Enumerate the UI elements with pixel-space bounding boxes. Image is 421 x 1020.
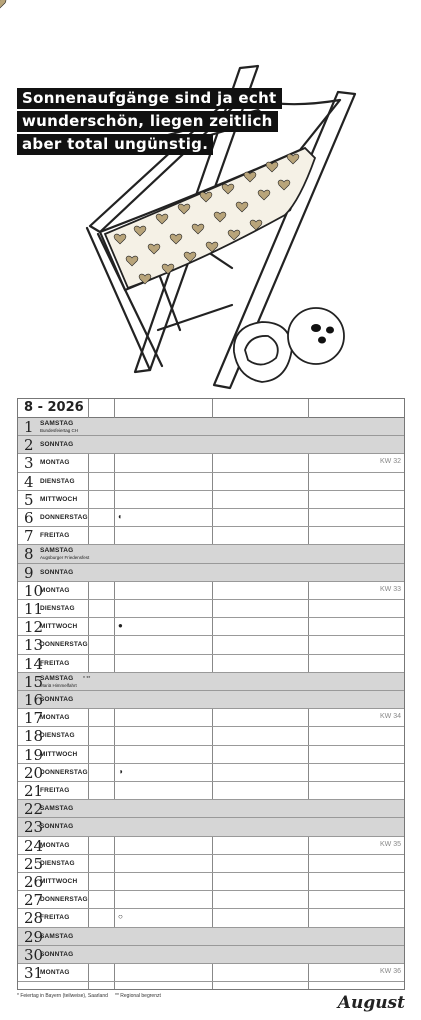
day-row[interactable]: [18, 527, 404, 545]
day-number: 29: [24, 927, 44, 946]
day-number: 27: [24, 891, 44, 910]
day-number: 26: [24, 873, 44, 891]
day-row[interactable]: [18, 436, 404, 454]
footnote-right: ** Regional begrenzt: [115, 993, 161, 999]
day-row[interactable]: [18, 946, 404, 964]
day-number: 13: [24, 636, 44, 655]
day-number: 10: [24, 581, 44, 600]
day-row[interactable]: [18, 491, 404, 509]
day-number: 20: [24, 763, 44, 782]
weekday-label: MONTAG: [40, 586, 70, 594]
day-number: 8: [24, 545, 34, 564]
month-name: August: [337, 993, 405, 1013]
calendar-week-label: KW 32: [379, 458, 401, 466]
day-row[interactable]: [18, 673, 404, 691]
weekday-label: FREITAG: [40, 532, 70, 540]
calendar-week-label: KW 35: [379, 840, 401, 848]
weekday-label: DONNERSTAG: [40, 768, 88, 776]
day-row[interactable]: [18, 964, 404, 982]
calendar-week-label: KW 34: [379, 713, 401, 721]
weekday-label: MITTWOCH: [40, 495, 78, 503]
day-number: 25: [24, 854, 44, 873]
quote-line: wunderschön, liegen zeitlich: [17, 111, 278, 132]
weekday-label: SONNTAG: [40, 568, 74, 576]
day-row[interactable]: [18, 636, 404, 654]
weekday-label: DIENSTAG: [40, 477, 75, 485]
weekday-label: DONNERSTAG: [40, 641, 88, 649]
weekday-label: MITTWOCH: [40, 878, 78, 885]
day-number: 21: [24, 782, 44, 800]
day-row[interactable]: [18, 582, 404, 600]
day-row[interactable]: [18, 545, 404, 563]
calendar-grid: [17, 398, 405, 990]
day-row[interactable]: [18, 818, 404, 836]
day-row[interactable]: [18, 564, 404, 582]
weekday-label: MITTWOCH: [40, 750, 78, 758]
weekday-label: FREITAG: [40, 914, 70, 922]
weekday-label: DIENSTAG: [40, 732, 75, 740]
weekday-label: SONNTAG: [40, 950, 74, 958]
weekday-label: MONTAG: [40, 714, 70, 722]
moon-phase-icon: ○: [118, 912, 123, 922]
weekday-label: SAMSTAG: [40, 674, 74, 682]
day-row[interactable]: [18, 473, 404, 491]
day-number: 2: [24, 436, 34, 455]
day-row[interactable]: [18, 709, 404, 727]
weekday-label: MONTAG: [40, 969, 70, 976]
day-row[interactable]: [18, 909, 404, 927]
day-row[interactable]: [18, 837, 404, 855]
weekday-label: DONNERSTAG: [40, 514, 88, 521]
day-number: 15: [24, 672, 44, 691]
day-row[interactable]: [18, 727, 404, 745]
day-number: 22: [24, 800, 44, 819]
weekday-label: FREITAG: [40, 787, 70, 794]
day-row[interactable]: [18, 928, 404, 946]
weekday-label: FREITAG: [40, 659, 70, 667]
day-number: 7: [24, 527, 34, 546]
moon-phase-icon: ◑: [118, 766, 123, 776]
calendar-week-label: KW 36: [379, 968, 401, 975]
day-number: 28: [24, 909, 44, 928]
day-row[interactable]: [18, 418, 404, 436]
day-number: 23: [24, 818, 44, 837]
day-number: 16: [24, 691, 44, 709]
month-year-title: 8 - 2026: [24, 400, 84, 415]
moon-phase-icon: ●: [118, 621, 123, 631]
day-row[interactable]: [18, 800, 404, 818]
calendar-header: [18, 399, 404, 418]
weekday-label: DIENSTAG: [40, 859, 75, 867]
weekday-label: SAMSTAG: [40, 420, 74, 427]
day-number: 17: [24, 709, 44, 728]
day-row[interactable]: [18, 873, 404, 891]
day-row[interactable]: [18, 891, 404, 909]
day-row[interactable]: [18, 764, 404, 782]
weekday-label: MONTAG: [40, 841, 70, 849]
weekday-label: SONNTAG: [40, 696, 74, 703]
day-row[interactable]: [18, 600, 404, 618]
deck-chair-illustration: [0, 0, 421, 395]
day-number: 11: [24, 600, 44, 618]
footnote-left: * Feiertag in Bayern (teilweise), Saarland: [17, 993, 108, 999]
weekday-label: MITTWOCH: [40, 623, 78, 631]
day-row[interactable]: [18, 454, 404, 472]
day-row[interactable]: [18, 691, 404, 709]
holiday-note: Augsburger Friedensfest: [40, 555, 90, 561]
weekday-label: MONTAG: [40, 459, 70, 467]
weekday-label: DONNERSTAG: [40, 896, 88, 904]
day-number: 12: [24, 618, 44, 637]
day-row[interactable]: [18, 855, 404, 873]
quote-line: Sonnenaufgänge sind ja echt: [17, 88, 282, 109]
weekday-label: DIENSTAG: [40, 605, 75, 612]
day-row[interactable]: [18, 655, 404, 673]
weekday-label: SAMSTAG: [40, 547, 74, 555]
moon-phase-icon: ◐: [118, 512, 123, 521]
holiday-marker: * **: [83, 675, 91, 682]
holiday-note: Mariä Himmelfahrt: [40, 682, 77, 688]
day-number: 4: [24, 472, 34, 491]
weekday-label: SONNTAG: [40, 441, 74, 449]
day-number: 5: [24, 490, 34, 509]
day-number: 6: [24, 509, 34, 527]
weekday-label: SAMSTAG: [40, 932, 74, 940]
day-number: 24: [24, 836, 44, 855]
day-number: 3: [24, 454, 34, 473]
weekday-label: SAMSTAG: [40, 805, 74, 813]
day-number: 14: [24, 654, 44, 673]
day-number: 18: [24, 727, 44, 746]
quote-line: aber total ungünstig.: [17, 134, 213, 155]
day-number: 19: [24, 745, 44, 764]
day-row[interactable]: [18, 782, 404, 800]
holiday-note: Bundesfeiertag CH: [40, 428, 79, 433]
calendar-week-label: KW 33: [379, 585, 401, 593]
day-row[interactable]: [18, 618, 404, 636]
day-number: 9: [24, 563, 34, 582]
day-row[interactable]: [18, 746, 404, 764]
day-row[interactable]: [18, 509, 404, 527]
day-number: 1: [24, 418, 34, 436]
day-number: 30: [24, 945, 44, 964]
day-number: 31: [24, 964, 44, 982]
weekday-label: SONNTAG: [40, 823, 74, 831]
quote-block: [17, 88, 292, 157]
